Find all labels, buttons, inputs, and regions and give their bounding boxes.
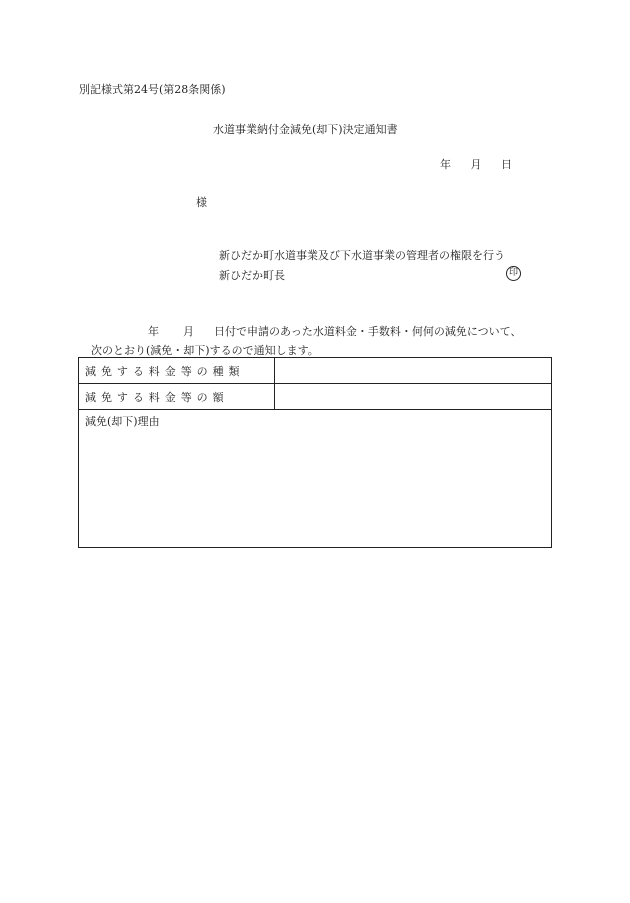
- body-month: 月: [183, 325, 194, 338]
- recipient-suffix: 様: [196, 196, 207, 209]
- fee-type-label: 減免する料金等の種類: [79, 358, 275, 384]
- date-day: 日: [501, 158, 512, 171]
- issuer-title: 新ひだか町水道事業及び下水道事業の管理者の権限を行う: [219, 249, 505, 262]
- body-year: 年: [148, 325, 159, 338]
- reason-label: 減免(却下)理由: [85, 415, 160, 428]
- body-line1-rest: 日付で申請のあった水道料金・手数料・何何の減免について、: [214, 325, 522, 338]
- issuer-name: 新ひだか町長: [219, 269, 285, 282]
- table-row: [79, 384, 552, 410]
- form-reference: 別記様式第24号(第28条関係): [79, 83, 226, 96]
- document-title: 水道事業納付金減免(却下)決定通知書: [213, 123, 398, 136]
- detail-table: [78, 357, 552, 548]
- reason-cell[interactable]: [79, 410, 552, 548]
- date-year: 年: [440, 158, 451, 171]
- fee-type-value[interactable]: [275, 358, 552, 384]
- body-text-line1: [148, 323, 521, 339]
- date-line: [440, 156, 528, 172]
- table-row: [79, 358, 552, 384]
- fee-amount-label: 減免する料金等の額: [79, 384, 275, 410]
- table-row: [79, 410, 552, 548]
- date-month: 月: [470, 158, 482, 171]
- seal-mark: 印: [506, 266, 521, 281]
- body-text-line2: 次のとおり(減免・却下)するので通知します。: [91, 344, 319, 357]
- fee-amount-value[interactable]: [275, 384, 552, 410]
